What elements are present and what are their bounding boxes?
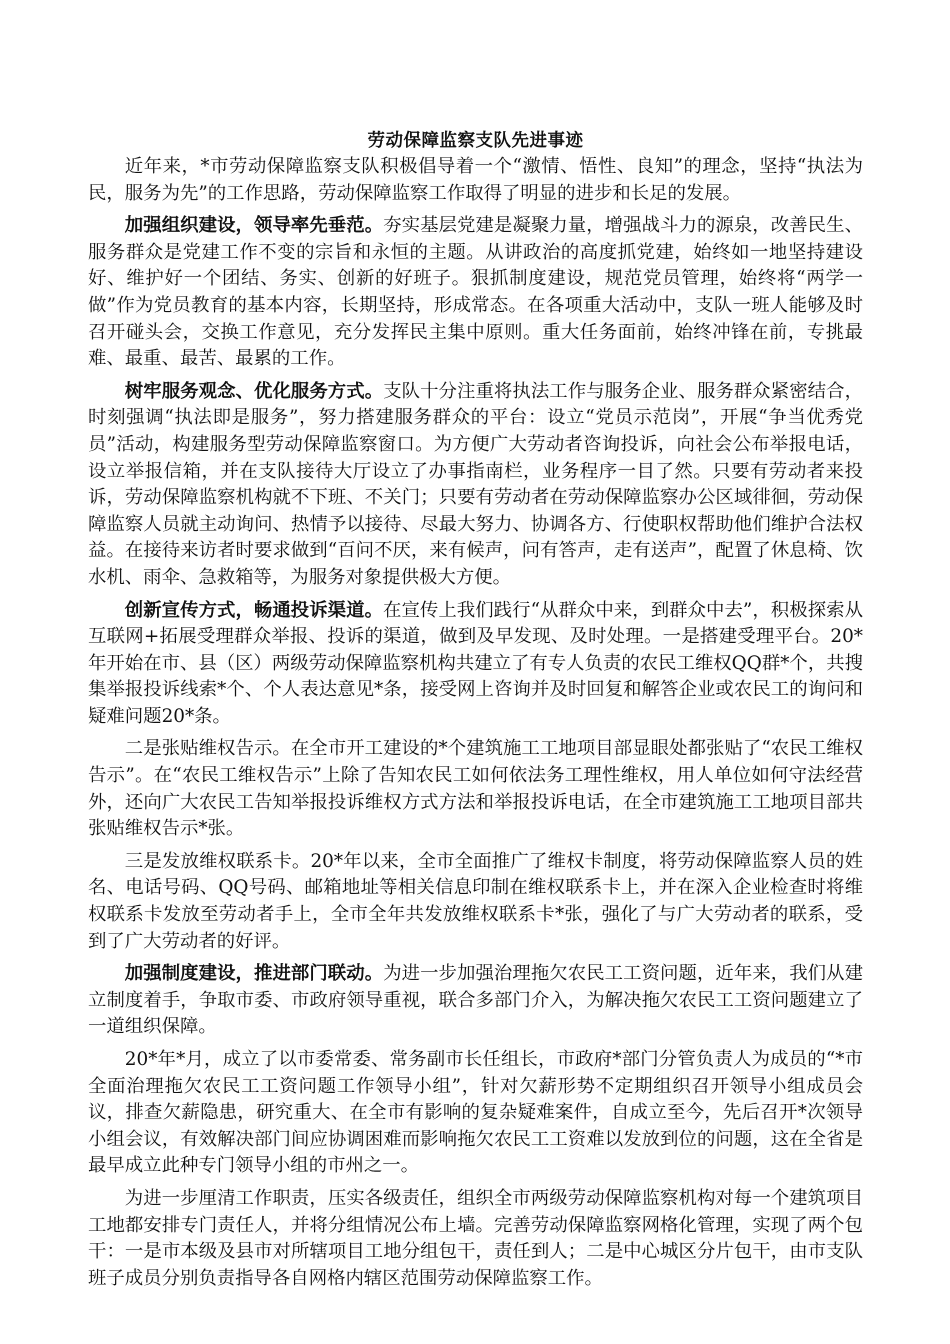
paragraph-lead: 加强制度建设，推进部门联动。 <box>124 963 384 985</box>
paragraph-responsibility <box>88 1186 863 1292</box>
paragraph-notices <box>88 736 863 842</box>
paragraph-publicity <box>88 598 863 731</box>
paragraph-organization <box>88 213 863 373</box>
paragraph-text: 20*年*月，成立了以市委常委、常务副市长任组长，市政府*部门分管负责人为成员的“*市全面治理拖欠农民工工资问题工作领导小组”，针对欠薪形势不定期组织召开领导小组成员会议，排查欠薪隐患，研究重大、在全市有影响的复杂疑难案件，自成立至今，先后召开*次领导小组会议，有效解决部门间应协调困难而影响拖欠农民工工资难以发放到位的问题，这在全省是最早成立此种专门领导小组的市州之一。 <box>88 1049 863 1177</box>
paragraph-leading-group <box>88 1047 863 1180</box>
paragraph-text: 在宣传上我们践行“从群众中来，到群众中去”，积极探索从互联网+拓展受理群众举报、投诉的渠道，做到及早发现、及时处理。一是搭建受理平台。20*年开始在市、县（区）两级劳动保障监察机构共建立了有专人负责的农民工维权QQ群*个，共搜集举报投诉线索*个、个人表达意见*条，接受网上咨询并及时回复和解答企业或农民工的询问和疑难问题20*条。 <box>88 599 863 727</box>
paragraph-text: 支队十分注重将执法工作与服务企业、服务群众紧密结合，时刻强调“执法即是服务”，努力搭建服务群众的平台：设立“党员示范岗”，开展“争当优秀党员”活动，构建服务型劳动保障监察窗口。为方便广大劳动者咨询投诉，向社会公布举报电话，设立举报信箱，并在支队接待大厅设立了办事指南栏，业务程序一目了然。只要有劳动者来投诉，劳动保障监察机构就不下班、不关门；只要有劳动者在劳动保障监察办公区域徘徊，劳动保障监察人员就主动询问、热情予以接待、尽最大努力、协调各方、行使职权帮助他们维护合法权益。在接待来访者时要求做到“百问不厌，来有候声，问有答声，走有送声”，配置了休息椅、饮水机、雨伞、急救箱等，为服务对象提供极大方便。 <box>88 380 863 588</box>
paragraph-contact-cards <box>88 849 863 955</box>
paragraph-institution <box>88 961 863 1041</box>
paragraph-text: 三是发放维权联系卡。20*年以来，全市全面推广了维权卡制度，将劳动保障监察人员的姓名、电话号码、QQ号码、邮箱地址等相关信息印制在维权联系卡上，并在深入企业检查时将维权联系卡发放至劳动者手上，全市全年共发放维权联系卡*张，强化了与广大劳动者的联系，受到了广大劳动者的好评。 <box>88 850 863 952</box>
paragraph-text: 为进一步厘清工作职责，压实各级责任，组织全市两级劳动保障监察机构对每一个建筑项目工地都安排专门责任人，并将分组情况公布上墙。完善劳动保障监察网格化管理，实现了两个包干：一是市本级及县市对所辖项目工地分组包干，责任到人；二是中心城区分片包干，由市支队班子成员分别负责指导各自网格内辖区范围劳动保障监察工作。 <box>88 1187 863 1289</box>
paragraph-text: 二是张贴维权告示。在全市开工建设的*个建筑施工工地项目部显眼处都张贴了“农民工维权告示”。在“农民工维权告示”上除了告知农民工如何依法务工理性维权，用人单位如何守法经营外，还向广大农民工告知举报投诉维权方式方法和举报投诉电话，在全市建筑施工工地项目部共张贴维权告示*张。 <box>88 738 863 840</box>
paragraph-text: 近年来，*市劳动保障监察支队积极倡导着一个“激情、悟性、良知”的理念，坚持“执法为民，服务为先”的工作思路，劳动保障监察工作取得了明显的进步和长足的发展。 <box>88 156 863 204</box>
paragraph-text: 夯实基层党建是凝聚力量，增强战斗力的源泉，改善民生、服务群众是党建工作不变的宗旨和永恒的主题。从讲政治的高度抓党建，始终如一地坚持建设好、维护好一个团结、务实、创新的好班子。狠抓制度建设，规范党员管理，始终将“两学一做”作为党员教育的基本内容，长期坚持，形成常态。在各项重大活动中，支队一班人能够及时召开碰头会，交换工作意见，充分发挥民主集中原则。重大任务面前，始终冲锋在前，专挑最难、最重、最苦、最累的工作。 <box>88 215 863 370</box>
document-page <box>88 128 863 1298</box>
paragraph-lead: 加强组织建设，领导率先垂范。 <box>124 215 384 237</box>
paragraph-service <box>88 379 863 592</box>
paragraph-lead: 创新宣传方式，畅通投诉渠道。 <box>124 599 384 621</box>
paragraph-intro <box>88 154 863 207</box>
paragraph-text: 为进一步加强治理拖欠农民工工资问题，近年来，我们从建立制度着手，争取市委、市政府领导重视，联合多部门介入，为解决拖欠农民工工资问题建立了一道组织保障。 <box>88 963 863 1038</box>
paragraph-lead: 树牢服务观念、优化服务方式。 <box>124 380 384 402</box>
document-title: 劳动保障监察支队先进事迹 <box>367 131 584 151</box>
